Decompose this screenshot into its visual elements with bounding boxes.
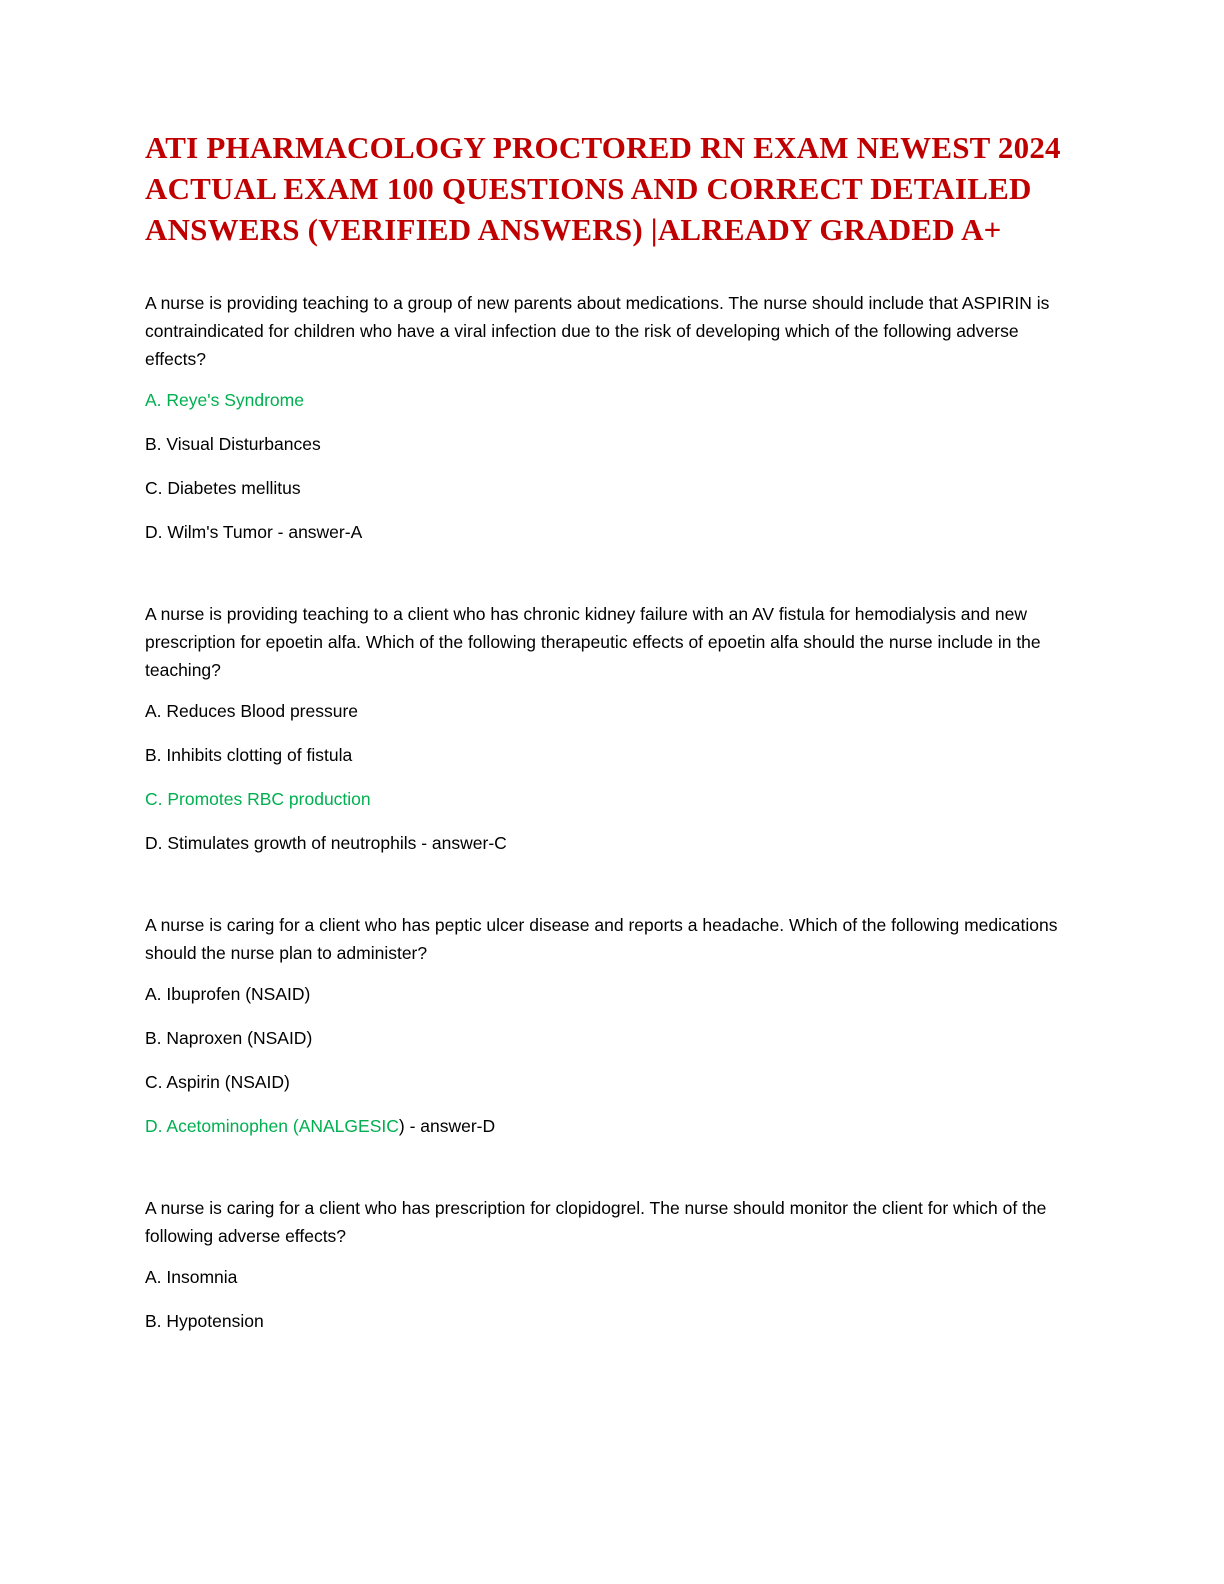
question-block-1 bbox=[145, 289, 1080, 546]
question-block-2 bbox=[145, 600, 1080, 857]
answer-option-text: D. Wilm's Tumor - answer-A bbox=[145, 521, 363, 542]
answer-option-text: A. Ibuprofen (NSAID) bbox=[145, 983, 311, 1004]
question-text: A nurse is providing teaching to a client who has chronic kidney failure with an AV fistula for hemodialysis and new prescription for epoetin alfa. Which of the following therapeutic effects of epoetin alfa should the nurse include in the teaching? bbox=[145, 603, 1041, 680]
question-block-4 bbox=[145, 1194, 1080, 1335]
answer-option-text: B. Visual Disturbances bbox=[145, 433, 321, 454]
answer-option-text: D. Stimulates growth of neutrophils - answer-C bbox=[145, 832, 507, 853]
answer-option-text: A. Reduces Blood pressure bbox=[145, 700, 359, 721]
answer-option-highlight: A. Reye's Syndrome bbox=[145, 389, 304, 410]
answer-option bbox=[145, 387, 1080, 414]
answer-option-text: A. Insomnia bbox=[145, 1266, 238, 1287]
answer-option-text: B. Inhibits clotting of fistula bbox=[145, 744, 353, 765]
question-text: A nurse is caring for a client who has peptic ulcer disease and reports a headache. Which of the following medications should the nurse plan to administer? bbox=[145, 914, 1058, 963]
answer-option bbox=[145, 830, 1080, 857]
question-text: A nurse is caring for a client who has prescription for clopidogrel. The nurse should monitor the client for which of the following adverse effects? bbox=[145, 1197, 1047, 1246]
answer-option bbox=[145, 698, 1080, 725]
answer-option-text: ) - answer-D bbox=[398, 1115, 496, 1136]
answer-option bbox=[145, 1264, 1080, 1291]
answer-option bbox=[145, 1069, 1080, 1096]
answer-option bbox=[145, 519, 1080, 546]
answer-option-text: C. Diabetes mellitus bbox=[145, 477, 301, 498]
answer-option-text: B. Naproxen (NSAID) bbox=[145, 1027, 313, 1048]
answer-option bbox=[145, 431, 1080, 458]
question-block-3 bbox=[145, 911, 1080, 1140]
answer-option bbox=[145, 742, 1080, 769]
answer-option bbox=[145, 1113, 1080, 1140]
answer-option bbox=[145, 1025, 1080, 1052]
answer-option bbox=[145, 786, 1080, 813]
document-title: ATI PHARMACOLOGY PROCTORED RN EXAM NEWEST 2024 ACTUAL EXAM 100 QUESTIONS AND CORRECT DETAILED ANSWERS (VERIFIED ANSWERS) |ALREADY GRADED A+ bbox=[145, 130, 1061, 247]
answer-option-highlight: C. Promotes RBC production bbox=[145, 788, 371, 809]
question-text: A nurse is providing teaching to a group of new parents about medications. The nurse should include that ASPIRIN is contraindicated for children who have a viral infection due to the risk of developing which of the following adverse effects? bbox=[145, 292, 1050, 369]
answer-option bbox=[145, 475, 1080, 502]
answer-option-text: B. Hypotension bbox=[145, 1310, 264, 1331]
answer-option bbox=[145, 981, 1080, 1008]
answer-option-highlight: D. Acetominophen (ANALGESIC bbox=[145, 1115, 399, 1136]
answer-option bbox=[145, 1308, 1080, 1335]
answer-option-text: C. Aspirin (NSAID) bbox=[145, 1071, 290, 1092]
